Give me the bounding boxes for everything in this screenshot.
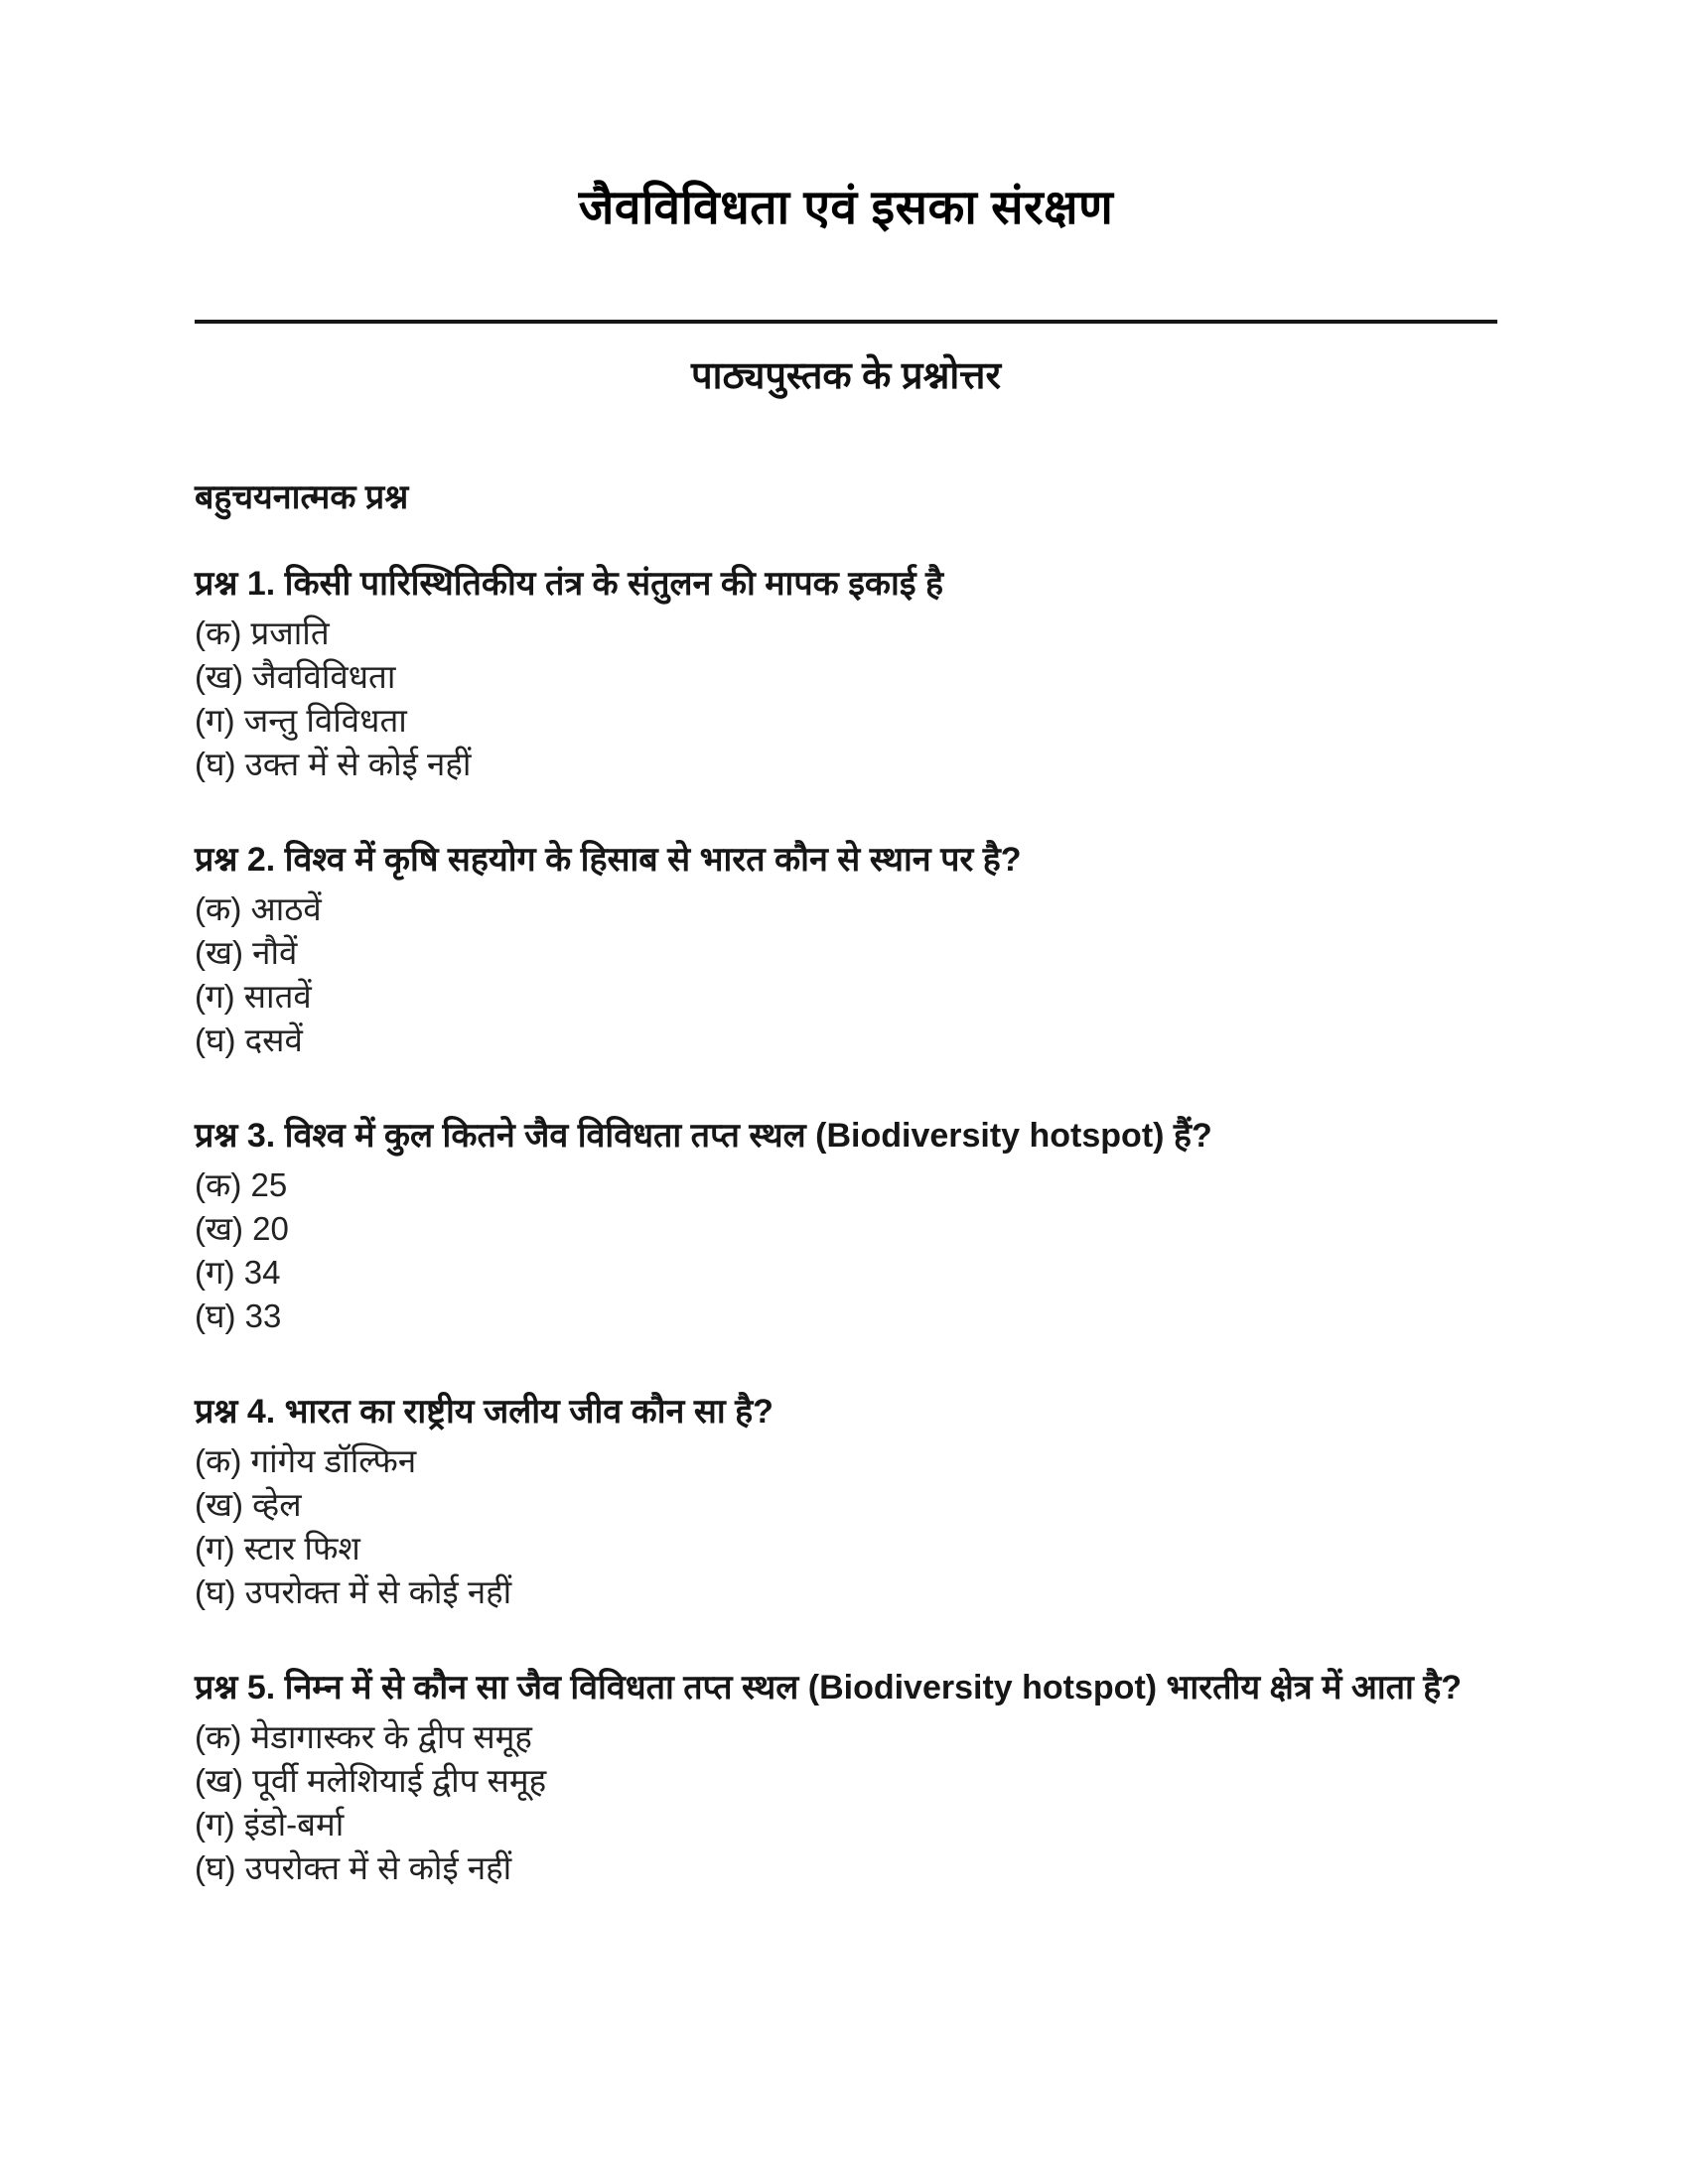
- option-line: (घ) उपरोक्त में से कोई नहीं: [195, 1849, 512, 1886]
- document-content: [195, 174, 1497, 1890]
- option-line: (घ) उपरोक्त में से कोई नहीं: [195, 1573, 512, 1610]
- question-list: [195, 558, 1497, 1890]
- question-block-3: [195, 1110, 1497, 1338]
- question-block-4: [195, 1386, 1497, 1614]
- question-heading: प्रश्न 4. भारत का राष्ट्रीय जलीय जीव कौन सा है?: [195, 1393, 774, 1431]
- option-line: (ग) जन्तु विविधता: [195, 702, 407, 739]
- page-subtitle: पाठ्यपुस्तक के प्रश्नोत्तर: [691, 355, 1001, 397]
- option-line: (क) प्रजाति: [195, 614, 330, 651]
- question-block-5: [195, 1662, 1497, 1890]
- section-heading: बहुचयनात्मक प्रश्न: [195, 478, 409, 516]
- page-title: जैवविविधता एवं इसका संरक्षण: [578, 182, 1114, 234]
- option-line: (घ) 33: [195, 1297, 282, 1334]
- option-line: (ख) व्हेल: [195, 1486, 302, 1523]
- option-line: (घ) दसवें: [195, 1022, 303, 1058]
- option-line: (ग) स्टार फिश: [195, 1530, 360, 1567]
- question-block-2: [195, 834, 1497, 1062]
- option-line: (ख) पूर्वी मलेशियाई द्वीप समूह: [195, 1762, 547, 1799]
- option-line: (क) गांगेय डॉल्फिन: [195, 1442, 417, 1479]
- option-line: (क) मेडागास्कर के द्वीप समूह: [195, 1718, 532, 1755]
- question-heading: प्रश्न 2. विश्व में कृषि सहयोग के हिसाब से भारत कौन से स्थान पर है?: [195, 841, 1022, 879]
- question-heading: प्रश्न 5. निम्न में से कौन सा जैव विविधता तप्त स्थल (Biodiversity hotspot) भारतीय क्षेत्र में आता है?: [195, 1669, 1463, 1706]
- option-line: (ग) 34: [195, 1254, 281, 1291]
- option-line: (ख) जैवविविधता: [195, 658, 396, 695]
- title-divider: [195, 320, 1497, 324]
- option-line: (घ) उक्त में से कोई नहीं: [195, 746, 472, 782]
- option-line: (क) आठवें: [195, 890, 322, 927]
- question-heading: प्रश्न 3. विश्व में कुल कितने जैव विविधता तप्त स्थल (Biodiversity hotspot) हैं?: [195, 1117, 1212, 1155]
- option-line: (ख) 20: [195, 1210, 289, 1247]
- question-block-1: [195, 558, 1497, 786]
- option-line: (ख) नौवें: [195, 934, 298, 971]
- question-heading: प्रश्न 1. किसी पारिस्थितिकीय तंत्र के संतुलन की मापक इकाई है: [195, 565, 944, 603]
- option-line: (ग) सातवें: [195, 978, 312, 1015]
- option-line: (क) 25: [195, 1166, 288, 1203]
- option-line: (ग) इंडो-बर्मा: [195, 1806, 345, 1843]
